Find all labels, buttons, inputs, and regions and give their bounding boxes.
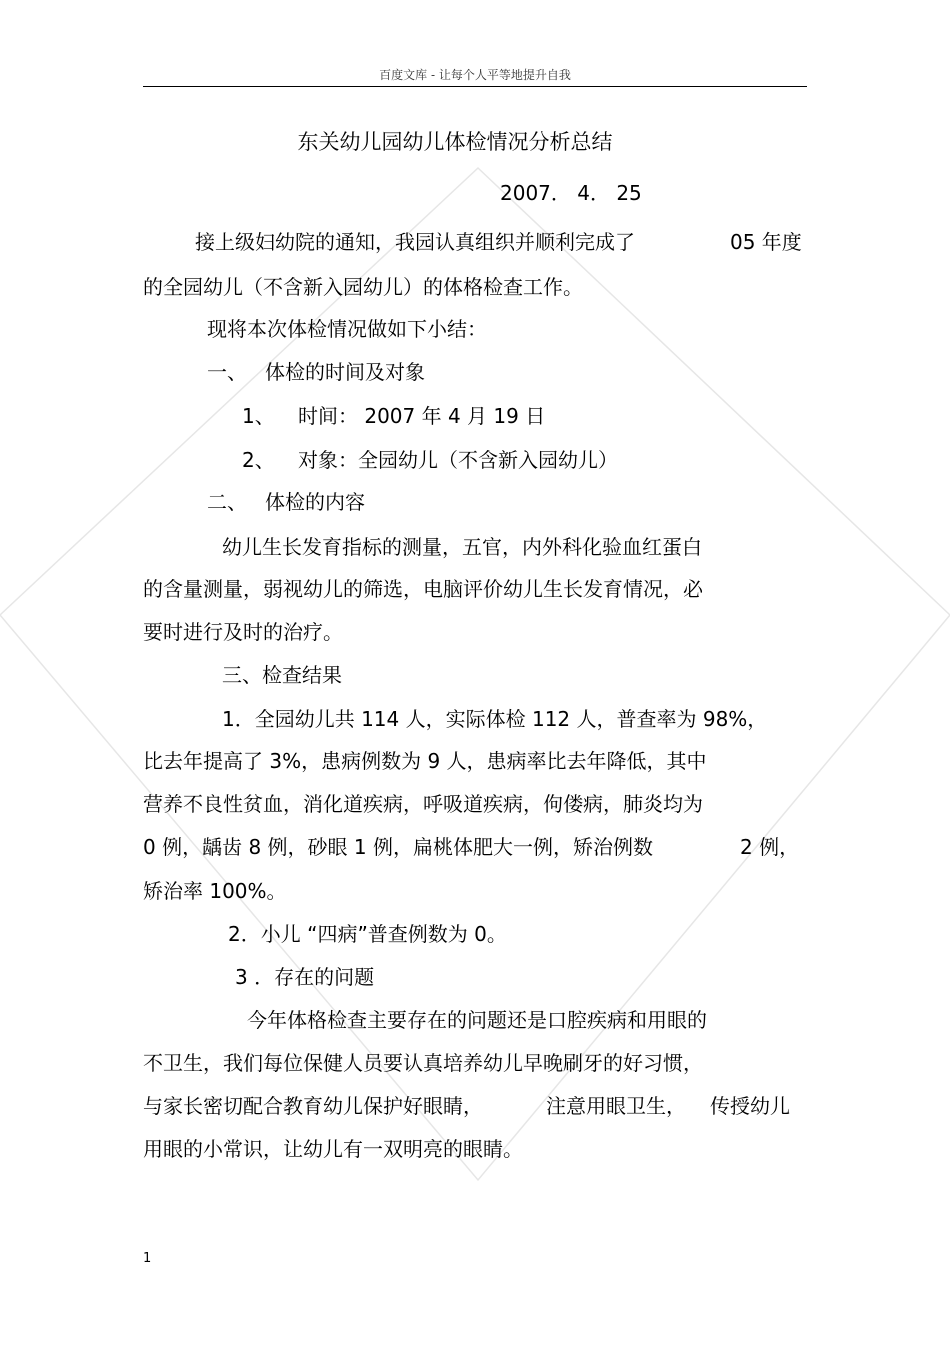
paragraph-line: 接上级妇幼院的通知，我园认真组织并顺利完成了: [195, 230, 635, 254]
paragraph-line: 1．全园幼儿共 114 人，实际体检 112 人，普查率为 98%，: [222, 707, 768, 731]
item-number: 1、: [242, 404, 275, 428]
paragraph-line: 比去年提高了 3%，患病例数为 9 人，患病率比去年降低，其中: [143, 749, 707, 773]
paragraph-line: 矫治率 100%。: [143, 879, 287, 903]
paragraph-line: 营养不良性贫血，消化道疾病，呼吸道疾病，佝偻病，肺炎均为: [143, 792, 703, 816]
paragraph-line: 用眼的小常识，让幼儿有一双明亮的眼睛。: [143, 1137, 523, 1161]
section-heading: 体检的内容: [265, 490, 365, 514]
item-number: 2、: [242, 448, 275, 472]
paragraph-line: 不卫生，我们每位保健人员要认真培养幼儿早晚刷牙的好习惯，: [143, 1051, 703, 1075]
document-date: 2007． 4． 25: [500, 181, 642, 205]
paragraph-line: 与家长密切配合教育幼儿保护好眼睛，: [143, 1094, 483, 1118]
subsection-heading: 3 ．存在的问题: [235, 965, 375, 989]
section-heading: 体检的时间及对象: [265, 360, 425, 384]
paragraph-line: 传授幼儿: [710, 1094, 790, 1118]
paragraph-line: 0 例，龋齿 8 例，砂眼 1 例，扁桃体肥大一例，矫治例数: [143, 835, 653, 859]
paragraph-line: 要时进行及时的治疗。: [143, 620, 343, 644]
page-header: 百度文库 - 让每个人平等地提升自我: [379, 68, 571, 82]
section-number: 二、: [207, 490, 247, 514]
section-number: 一、: [207, 360, 247, 384]
document-title: 东关幼儿园幼儿体检情况分析总结: [297, 130, 613, 154]
paragraph-line: 的全园幼儿（不含新入园幼儿）的体格检查工作。: [143, 275, 583, 299]
item-text: 对象：全园幼儿（不含新入园幼儿）: [298, 448, 618, 472]
paragraph-line: 今年体格检查主要存在的问题还是口腔疾病和用眼的: [247, 1008, 707, 1032]
header-divider: [143, 86, 807, 87]
section-heading: 三、检查结果: [222, 663, 342, 687]
paragraph-line: 05 年度: [730, 230, 802, 254]
paragraph-line: 现将本次体检情况做如下小结：: [207, 317, 487, 341]
item-text: 时间： 2007 年 4 月 19 日: [298, 404, 546, 428]
paragraph-line: 的含量测量，弱视幼儿的筛选，电脑评价幼儿生长发育情况，必: [143, 577, 703, 601]
paragraph-line: 注意用眼卫生，: [546, 1094, 686, 1118]
paragraph-line: 2．小儿 “四病”普查例数为 0。: [228, 922, 507, 946]
page-number: 1: [143, 1251, 152, 1266]
paragraph-line: 2 例，: [740, 835, 800, 859]
paragraph-line: 幼儿生长发育指标的测量，五官，内外科化验血红蛋白: [222, 535, 702, 559]
